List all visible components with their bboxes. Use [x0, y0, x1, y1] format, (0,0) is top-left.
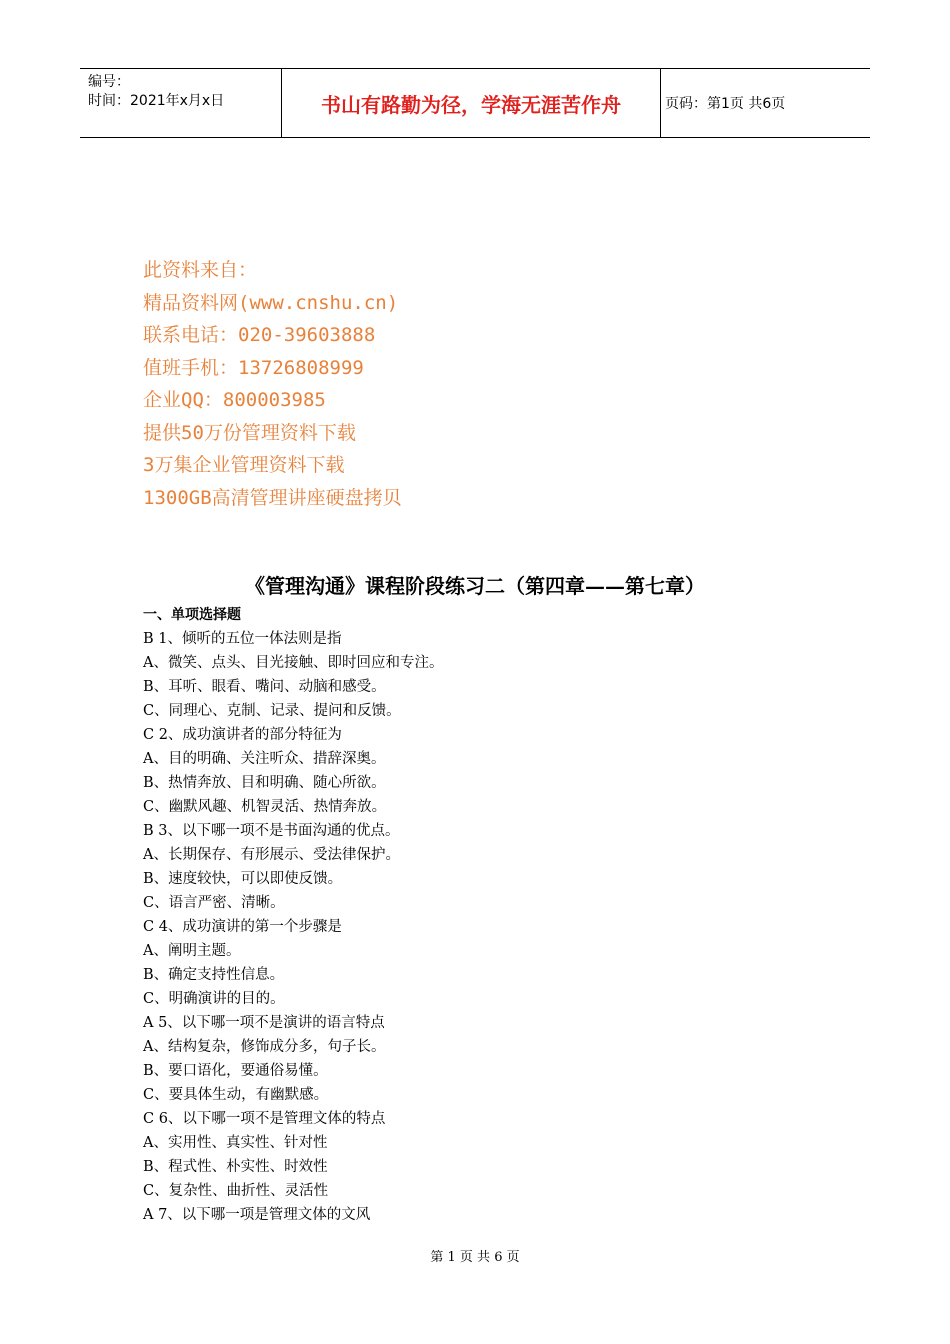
promo-line: 1300GB高清管理讲座硬盘拷贝	[143, 486, 402, 509]
page-header	[80, 68, 870, 138]
question-line: A 5、以下哪一项不是演讲的语言特点	[143, 1015, 385, 1031]
question-line: C 2、成功演讲者的部分特征为	[143, 727, 342, 743]
question-line: A、微笑、点头、目光接触、即时回应和专注。	[143, 655, 444, 671]
question-line: B、热情奔放、目和明确、随心所欲。	[143, 775, 386, 791]
question-line: C、语言严密、清晰。	[143, 895, 285, 911]
question-line: C、要具体生动，有幽默感。	[143, 1087, 329, 1103]
question-line: B、确定支持性信息。	[143, 967, 285, 983]
header-page-info: 页码：第1页 共6页	[665, 96, 786, 112]
promo-line: 提供50万份管理资料下载	[143, 421, 356, 444]
question-line: B、耳听、眼看、嘴问、动脑和感受。	[143, 679, 386, 695]
question-line: A、结构复杂，修饰成分多，句子长。	[143, 1039, 386, 1055]
question-line: B、要口语化，要通俗易懂。	[143, 1063, 328, 1079]
promo-block	[143, 254, 402, 514]
question-line: C、同理心、克制、记录、提问和反馈。	[143, 703, 401, 719]
promo-line: 联系电话：020-39603888	[143, 324, 376, 346]
question-line: C 4、成功演讲的第一个步骤是	[143, 919, 342, 935]
question-line: C、复杂性、曲折性、灵活性	[143, 1183, 329, 1199]
question-line: A 7、以下哪一项是管理文体的文风	[143, 1207, 371, 1223]
question-line: A、阐明主题。	[143, 943, 241, 959]
question-line: A、长期保存、有形展示、受法律保护。	[143, 847, 400, 863]
promo-line: 值班手机：13726808999	[143, 356, 364, 379]
question-line: C、幽默风趣、机智灵活、热情奔放。	[143, 799, 387, 815]
number-label: 编号：	[88, 74, 130, 90]
time-label: 时间：2021年x月x日	[88, 93, 225, 109]
question-line: B、速度较快，可以即使反馈。	[143, 871, 343, 887]
page-footer: 第 1 页 共 6 页	[430, 1250, 520, 1265]
question-list	[143, 627, 443, 1227]
question-line: A、实用性、真实性、针对性	[143, 1135, 328, 1151]
section-heading: 一、单项选择题	[143, 607, 241, 623]
question-line: C、明确演讲的目的。	[143, 991, 285, 1007]
promo-line: 精品资料网(www.cnshu.cn)	[143, 291, 399, 314]
promo-line: 3万集企业管理资料下载	[143, 454, 345, 476]
question-line: A、目的明确、关注听众、措辞深奥。	[143, 751, 386, 767]
header-meta	[80, 69, 280, 137]
promo-line: 此资料来自：	[143, 259, 258, 281]
document-title: 《管理沟通》课程阶段练习二（第四章——第七章）	[245, 574, 705, 598]
header-motto: 书山有路勤为径，学海无涯苦作舟	[281, 69, 661, 137]
question-line: B、程式性、朴实性、时效性	[143, 1159, 328, 1175]
question-line: C 6、以下哪一项不是管理文体的特点	[143, 1111, 386, 1127]
question-line: B 1、倾听的五位一体法则是指	[143, 631, 342, 647]
promo-line: 企业QQ：800003985	[143, 389, 326, 411]
question-line: B 3、以下哪一项不是书面沟通的优点。	[143, 823, 400, 839]
